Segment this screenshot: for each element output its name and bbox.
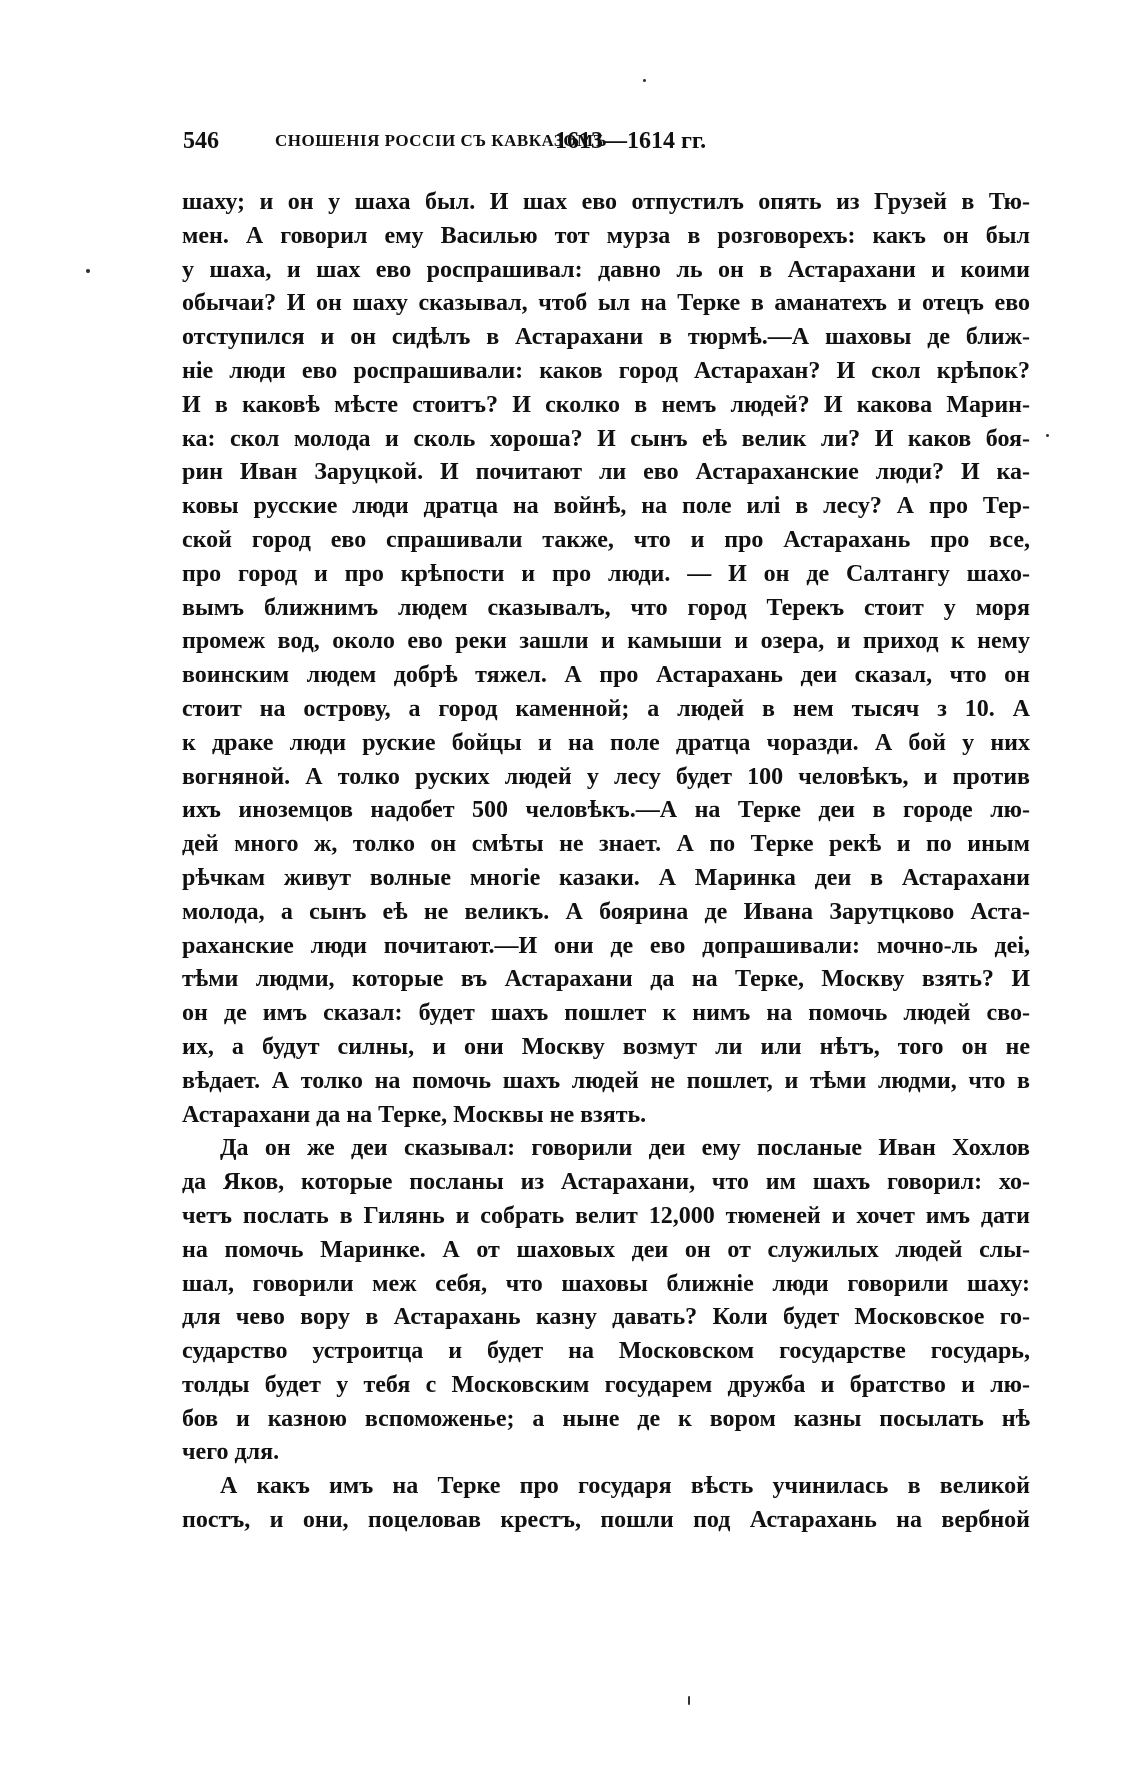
text-line: нiе люди ево роспрашивали: каков город Астарахан? И скол крѣпок? [182,357,1030,384]
text-line: рѣчкам живут волные многiе казаки. А Маринка деи в Астарахани [182,864,1030,891]
text-line: к драке люди руские бойцы и на поле дратца чоразди. А бой у них [182,729,1030,756]
text-line: стоит на острову, а город каменной; а людей в нем тысяч з 10. А [182,695,1030,722]
text-line: шал, говорили меж себя, что шаховы ближнiе люди говорили шаху: [182,1270,1030,1297]
text-line: раханские люди почитают.—И они де ево допрашивали: мочно-ль деi, [182,932,1030,959]
text-line: воинским людем добрѣ тяжел. А про Астарахань деи сказал, что он [182,662,1030,689]
text-line: Да он же деи сказывал: говорили деи ему посланые Иван Хохлов [220,1135,1030,1162]
text-line: Астарахани да на Терке, Москвы не взять. [182,1101,647,1128]
text-line: для чево вору в Астарахань казну давать? Коли будет Московское го- [182,1304,1030,1331]
text-line: мен. А говорил ему Василью тот мурза в розговорехъ: какъ он был [182,222,1030,249]
text-line: шаху; и он у шаха был. И шах ево отпустилъ опять из Грузей в Тю- [182,189,1030,215]
text-line: промеж вод, около ево реки зашли и камыши и озера, и приход к нему [182,628,1030,655]
text-line: отступился и он сидѣлъ в Астарахани в тюрмѣ.—А шаховы де ближ- [182,324,1030,351]
text-line: вогняной. А толко руских людей у лесу будет 100 человѣкъ, и против [182,763,1030,790]
scan-speck [86,269,90,273]
page-number: 546 [183,128,219,154]
text-line: тѣми людми, которые въ Астарахани да на Терке, Москву взять? И [182,966,1030,993]
text-line: он де имъ сказал: будет шахъ пошлет к нимъ на помочь людей сво- [182,1000,1030,1027]
text-line: сударство устроитца и будет на Московском государстве государь, [182,1338,1030,1365]
text-line: ихъ иноземцов надобет 500 человѣкъ.—А на Терке деи в городе лю- [182,797,1030,824]
text-line: вымъ ближнимъ людем сказывалъ, что город Терекъ стоит у моря [182,594,1030,621]
text-line: да Яков, которые посланы из Астарахани, что им шахъ говорил: хо- [182,1169,1030,1196]
text-line: ской город ево спрашивали также, что и про Астарахань про все, [182,526,1030,553]
text-line: их, а будут силны, и они Москву возмут ли или нѣтъ, того он не [182,1033,1030,1060]
text-line: А какъ имъ на Терке про государя вѣсть учинилась в великой [220,1473,1030,1500]
text-line: про город и про крѣпости и про люди. — И он де Салтангу шахо- [182,560,1030,587]
text-line: И в каковѣ мѣсте стоитъ? И сколко в немъ людей? И какова Марин- [182,391,1030,418]
text-line: бов и казною вспоможенье; а ныне де к вором казны посылать нѣ [182,1405,1030,1432]
body-text [182,186,1030,1538]
text-line: вѣдает. А толко на помочь шахъ людей не пошлет, и тѣми людми, что в [182,1067,1030,1094]
text-line: постъ, и они, поцеловав крестъ, пошли под Астарахань на вербной [182,1507,1030,1534]
text-line: обычаи? И он шаху сказывал, чтоб ыл на Терке в аманатехъ и отецъ ево [182,290,1030,317]
text-line: четъ послать в Гилянь и собрать велит 12,000 тюменей и хочет имъ дати [182,1202,1030,1229]
text-line: ка: скол молода и сколь хороша? И сынъ еѣ велик ли? И каков боя- [182,425,1030,452]
text-line: дей много ж, толко он смѣты не знает. А по Терке рекѣ и по иным [182,831,1030,858]
running-title: СНОШЕНIЯ РОССIИ СЪ КАВКАЗОМЪ [275,131,608,150]
scan-speck [643,79,646,82]
text-line: у шаха, и шах ево роспрашивал: давно ль он в Астарахани и коими [182,256,1030,283]
running-title-years: 1613—1614 гг. [555,128,707,154]
text-line: молода, а сынъ еѣ не великъ. А боярина де Ивана Зарутцково Аста- [182,898,1030,925]
text-line: рин Иван Заруцкой. И почитают ли ево Астараханские люди? И ка- [182,459,1030,486]
text-line: чего для. [182,1439,280,1466]
page-header [183,128,883,162]
scan-speck [688,1696,690,1705]
text-line: толды будет у тебя с Московским государем дружба и братство и лю- [182,1371,1030,1398]
text-line: ковы русские люди дратца на войнѣ, на поле илi в лесу? А про Тер- [182,493,1030,520]
text-line: на помочь Маринке. А от шаховых деи он от служилых людей слы- [182,1236,1030,1263]
scan-speck [1046,434,1049,437]
